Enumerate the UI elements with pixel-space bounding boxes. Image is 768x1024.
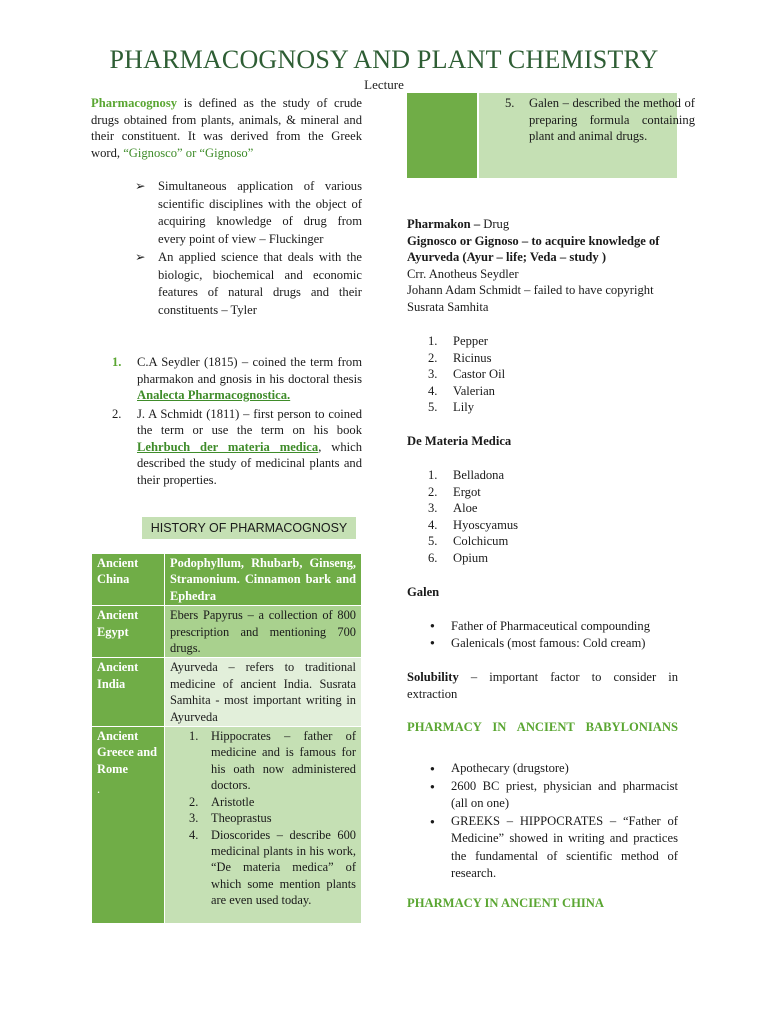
row-content <box>165 727 362 924</box>
list-text: Belladona <box>453 468 505 482</box>
samhita-line: Susrata Samhita <box>407 299 489 314</box>
page-title: PHARMACOGNOSY AND PLANT CHEMISTRY <box>109 45 659 74</box>
list-text: Hyoscyamus <box>453 517 519 532</box>
list-item <box>428 533 668 550</box>
definition-text: An applied science that deals with the biologic, biochemical and economic features of natural drugs and their constituents – Tyler <box>158 250 362 317</box>
history-heading: HISTORY OF PHARMACOGNOSY <box>142 517 356 539</box>
list-text: 2600 BC priest, physician and pharmacist (all on one) <box>451 778 678 810</box>
lehrbuch-link[interactable]: Lehrbuch der materia medica <box>137 439 319 454</box>
list-text: Castor Oil <box>453 367 506 381</box>
pharmakon-line <box>407 216 682 233</box>
galen-bullets <box>428 618 678 651</box>
list-text: J. A Schmidt (1811) – first person to coined the term or use the term on his book <box>137 406 362 437</box>
list-item <box>428 350 668 367</box>
list-item <box>189 827 356 909</box>
seydler-line: Crr. Anotheus Seydler <box>407 266 519 281</box>
list-text: Ricinus <box>453 350 492 365</box>
list-text: , which described the study of medicinal plants and their properties. <box>137 439 363 487</box>
list-text: Opium <box>453 550 488 565</box>
list-number: 1. <box>428 334 438 348</box>
list-number: 5. <box>505 96 515 110</box>
list-number: 1. <box>112 355 122 369</box>
list-item <box>428 635 678 652</box>
definition-item <box>135 178 362 248</box>
list-item <box>428 333 668 350</box>
china-heading: PHARMACY IN ANCIENT CHINA <box>407 896 604 910</box>
list-item <box>112 406 362 489</box>
schmidt-line: Johann Adam Schmidt – failed to have copyright <box>407 283 654 297</box>
list-number: 4. <box>428 383 438 398</box>
gignosco-line: Gignosco or Gignoso – to acquire knowledge of Ayurveda (Ayur – life; Veda – study ) <box>407 233 660 264</box>
row-label: Ancient China <box>92 554 165 606</box>
list-text: Colchicum <box>453 534 509 548</box>
list-item <box>428 467 668 484</box>
row-content: Ebers Papyrus – a collection of 800 prescription and mentioning 700 drugs. <box>165 606 362 658</box>
solubility-text: – important factor to consider in extraction <box>407 670 678 701</box>
list-text: Aristotle <box>211 794 255 809</box>
list-text: Hippocrates – father of medicine and is famous for his oath now administered doctors. <box>211 729 356 793</box>
list-number: 3. <box>189 811 199 826</box>
greece-list <box>189 728 356 908</box>
row-label: Ancient India <box>92 658 165 727</box>
list-item <box>428 517 668 534</box>
list-item <box>428 618 678 635</box>
intro-quote: “Gignosco” or “Gignoso” <box>123 145 254 160</box>
list-number: 4. <box>189 827 199 842</box>
list-item <box>428 484 668 501</box>
babylonians-heading: PHARMACY IN ANCIENT BABYLONIANS <box>407 720 678 734</box>
pharmakon-def: Drug <box>480 217 510 231</box>
galen-heading: Galen <box>407 585 440 599</box>
list-text: Lily <box>453 400 474 414</box>
list-number: 1. <box>428 468 438 482</box>
solubility-term: Solubility <box>407 670 459 684</box>
list-text: Aloe <box>453 501 478 515</box>
list-item <box>428 813 678 883</box>
list-number: 6. <box>428 550 438 565</box>
table-row <box>92 658 362 727</box>
history-people-list <box>112 354 362 488</box>
row-content: Ayurveda – refers to traditional medicine of ancient India. Susrata Samhita - most important writing in Ayurveda <box>165 658 362 727</box>
list-item <box>112 354 362 404</box>
definitions-list <box>135 178 362 319</box>
list-item <box>428 500 668 517</box>
list-text: GREEKS – HIPPOCRATES – “Father of Medicine” showed in writing and practices the fundamental of scientific method of research. <box>451 813 678 880</box>
list-number: 2. <box>112 406 122 421</box>
bullet-icon: ● <box>430 637 435 647</box>
definition-text: Simultaneous application of various scientific disciplines with the object of acquiring knowledge of drug from every point of view – Fluckinger <box>158 179 362 246</box>
history-table <box>91 553 362 924</box>
list-text: Pepper <box>453 334 488 348</box>
list-text: Dioscorides – describe 600 medicinal plants in his work, “De materia medica” of which some mention plants are even used today. <box>211 827 356 908</box>
list-number: 2. <box>428 350 438 365</box>
list-item <box>189 728 356 794</box>
list-text: Theoprastus <box>211 811 272 826</box>
list-item <box>428 778 678 813</box>
babylonians-bullets <box>428 760 678 883</box>
bullet-icon: ● <box>430 781 435 791</box>
row-label <box>92 727 165 924</box>
list-item <box>428 550 668 567</box>
list-item <box>428 760 678 778</box>
list-text: Apothecary (drugstore) <box>451 761 569 775</box>
arrow-bullet-icon: ➢ <box>135 250 146 264</box>
list-number: 2. <box>428 484 438 499</box>
list-item <box>428 399 668 416</box>
list-number: 1. <box>189 729 199 744</box>
row-label-text: Ancient Greece and Rome <box>97 729 157 776</box>
galen-box-content-cell <box>479 93 695 178</box>
arrow-bullet-icon: ➢ <box>135 179 146 193</box>
galen-box-label-cell <box>407 93 477 178</box>
list-number: 3. <box>428 367 438 381</box>
list-text: Galenicals (most famous: Cold cream) <box>451 635 646 650</box>
solubility-paragraph <box>407 669 678 702</box>
list-number: 2. <box>189 794 199 809</box>
galen-continued-box <box>407 93 695 178</box>
list-item <box>189 810 356 826</box>
row-label-dot: . <box>97 782 101 797</box>
list-text: C.A Seydler (1815) – coined the term from pharmakon and gnosis in his doctoral thesis <box>137 355 362 386</box>
list-item <box>428 366 668 383</box>
definition-item <box>135 249 362 319</box>
list-number: 4. <box>428 517 438 532</box>
list-item <box>428 383 668 400</box>
right-top-block <box>407 216 682 315</box>
bullet-icon: ● <box>430 764 435 773</box>
table-row <box>92 554 362 606</box>
list-number: 5. <box>428 534 438 548</box>
list-text: Valerian <box>453 383 495 398</box>
intro-text: is defined as the study of crude drugs obtained from plants, animals, & mineral and their constituent. It was derived from the Greek word, <box>91 96 362 160</box>
list-item <box>505 95 695 145</box>
materia-list <box>428 467 668 566</box>
list-number: 5. <box>428 400 438 414</box>
bullet-icon: ● <box>430 816 435 826</box>
list-text: Galen – described the method of preparing formula containing plant and animal drugs. <box>529 96 695 143</box>
intro-paragraph <box>91 95 362 161</box>
row-label: Ancient Egypt <box>92 606 165 658</box>
pharmakon-term: Pharmakon – <box>407 217 481 231</box>
table-row <box>92 727 362 924</box>
plants-list <box>428 333 668 416</box>
list-text: Father of Pharmaceutical compounding <box>451 619 650 633</box>
table-row <box>92 606 362 658</box>
materia-heading: De Materia Medica <box>407 434 512 448</box>
list-item <box>189 794 356 810</box>
bullet-icon: ● <box>430 621 435 630</box>
page-subtitle: Lecture <box>364 77 404 92</box>
intro-term: Pharmacognosy <box>91 96 178 110</box>
row-content: Podophyllum, Rhubarb, Ginseng, Stramonium. Cinnamon bark and Ephedra <box>165 554 362 606</box>
list-number: 3. <box>428 501 438 515</box>
list-text: Ergot <box>453 484 481 499</box>
analecta-link[interactable]: Analecta Pharmacognostica. <box>137 388 291 402</box>
